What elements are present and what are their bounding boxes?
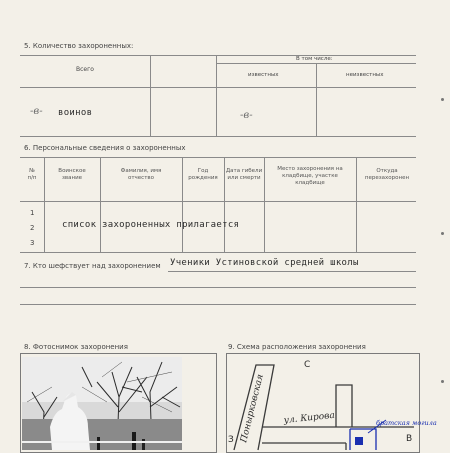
- col-known-header: известных: [248, 72, 279, 78]
- divider: [20, 136, 416, 137]
- divider: [316, 63, 317, 136]
- col-unknown-header: неизвестных: [346, 72, 384, 78]
- patron-value: Ученики Устиновской средней школы: [170, 258, 359, 268]
- section6-title: 6. Персональные сведения о захороненных: [24, 144, 186, 152]
- burial-list-note: список захороненных прилагается: [62, 220, 240, 230]
- street-ponyrkovskaya-label: Понырковская: [239, 373, 266, 444]
- row-number: 3: [30, 239, 35, 247]
- divider: [20, 87, 416, 88]
- header-number: № п/п: [27, 168, 37, 181]
- section7-label: 7. Кто шефствует над захоронением: [24, 262, 161, 270]
- divider: [216, 55, 217, 136]
- known-hand-mark: -в-: [240, 110, 253, 121]
- compass-east: В: [406, 434, 413, 444]
- burial-photo: [22, 357, 182, 450]
- total-value: воинов: [58, 108, 93, 118]
- divider: [44, 157, 45, 252]
- divider: [168, 271, 416, 272]
- divider: [20, 304, 416, 305]
- divider: [150, 55, 151, 136]
- header-death-date: Дата гибели или смерти: [225, 168, 263, 181]
- header-birth-year: Год рождения: [188, 168, 218, 181]
- divider: [356, 157, 357, 252]
- row-number: 1: [30, 209, 35, 217]
- divider: [264, 157, 265, 252]
- divider: [20, 287, 416, 288]
- header-reburied-from: Откуда перезахоронен: [364, 168, 410, 181]
- divider: [182, 157, 183, 252]
- divider: [20, 55, 416, 56]
- header-name: Фамилия, имя отчество: [120, 168, 162, 181]
- street-kirova-label: ул. Кирова: [283, 410, 336, 426]
- section9-title: 9. Схема расположения захоронения: [228, 343, 366, 351]
- row-number: 2: [30, 224, 35, 232]
- divider: [20, 252, 416, 253]
- section5-title: 5. Количество захороненных:: [24, 42, 134, 50]
- total-hand-mark: -в-: [30, 106, 43, 117]
- edge-mark: [441, 232, 444, 235]
- divider: [100, 157, 101, 252]
- edge-mark: [441, 380, 444, 383]
- edge-mark: [441, 98, 444, 101]
- compass-west: З: [228, 435, 234, 445]
- header-burial-place: Место захоронения на кладбище, участке кладбище: [277, 166, 343, 186]
- burial-location-map: [226, 355, 437, 450]
- header-rank: Воинское звание: [58, 168, 86, 181]
- col-including-header: В том числе:: [296, 56, 333, 62]
- section8-title: 8. Фотоснимок захоронения: [24, 343, 128, 351]
- col-total-header: Всего: [76, 66, 94, 73]
- compass-north: С: [304, 360, 311, 370]
- mass-grave-label: братская могила: [376, 419, 437, 427]
